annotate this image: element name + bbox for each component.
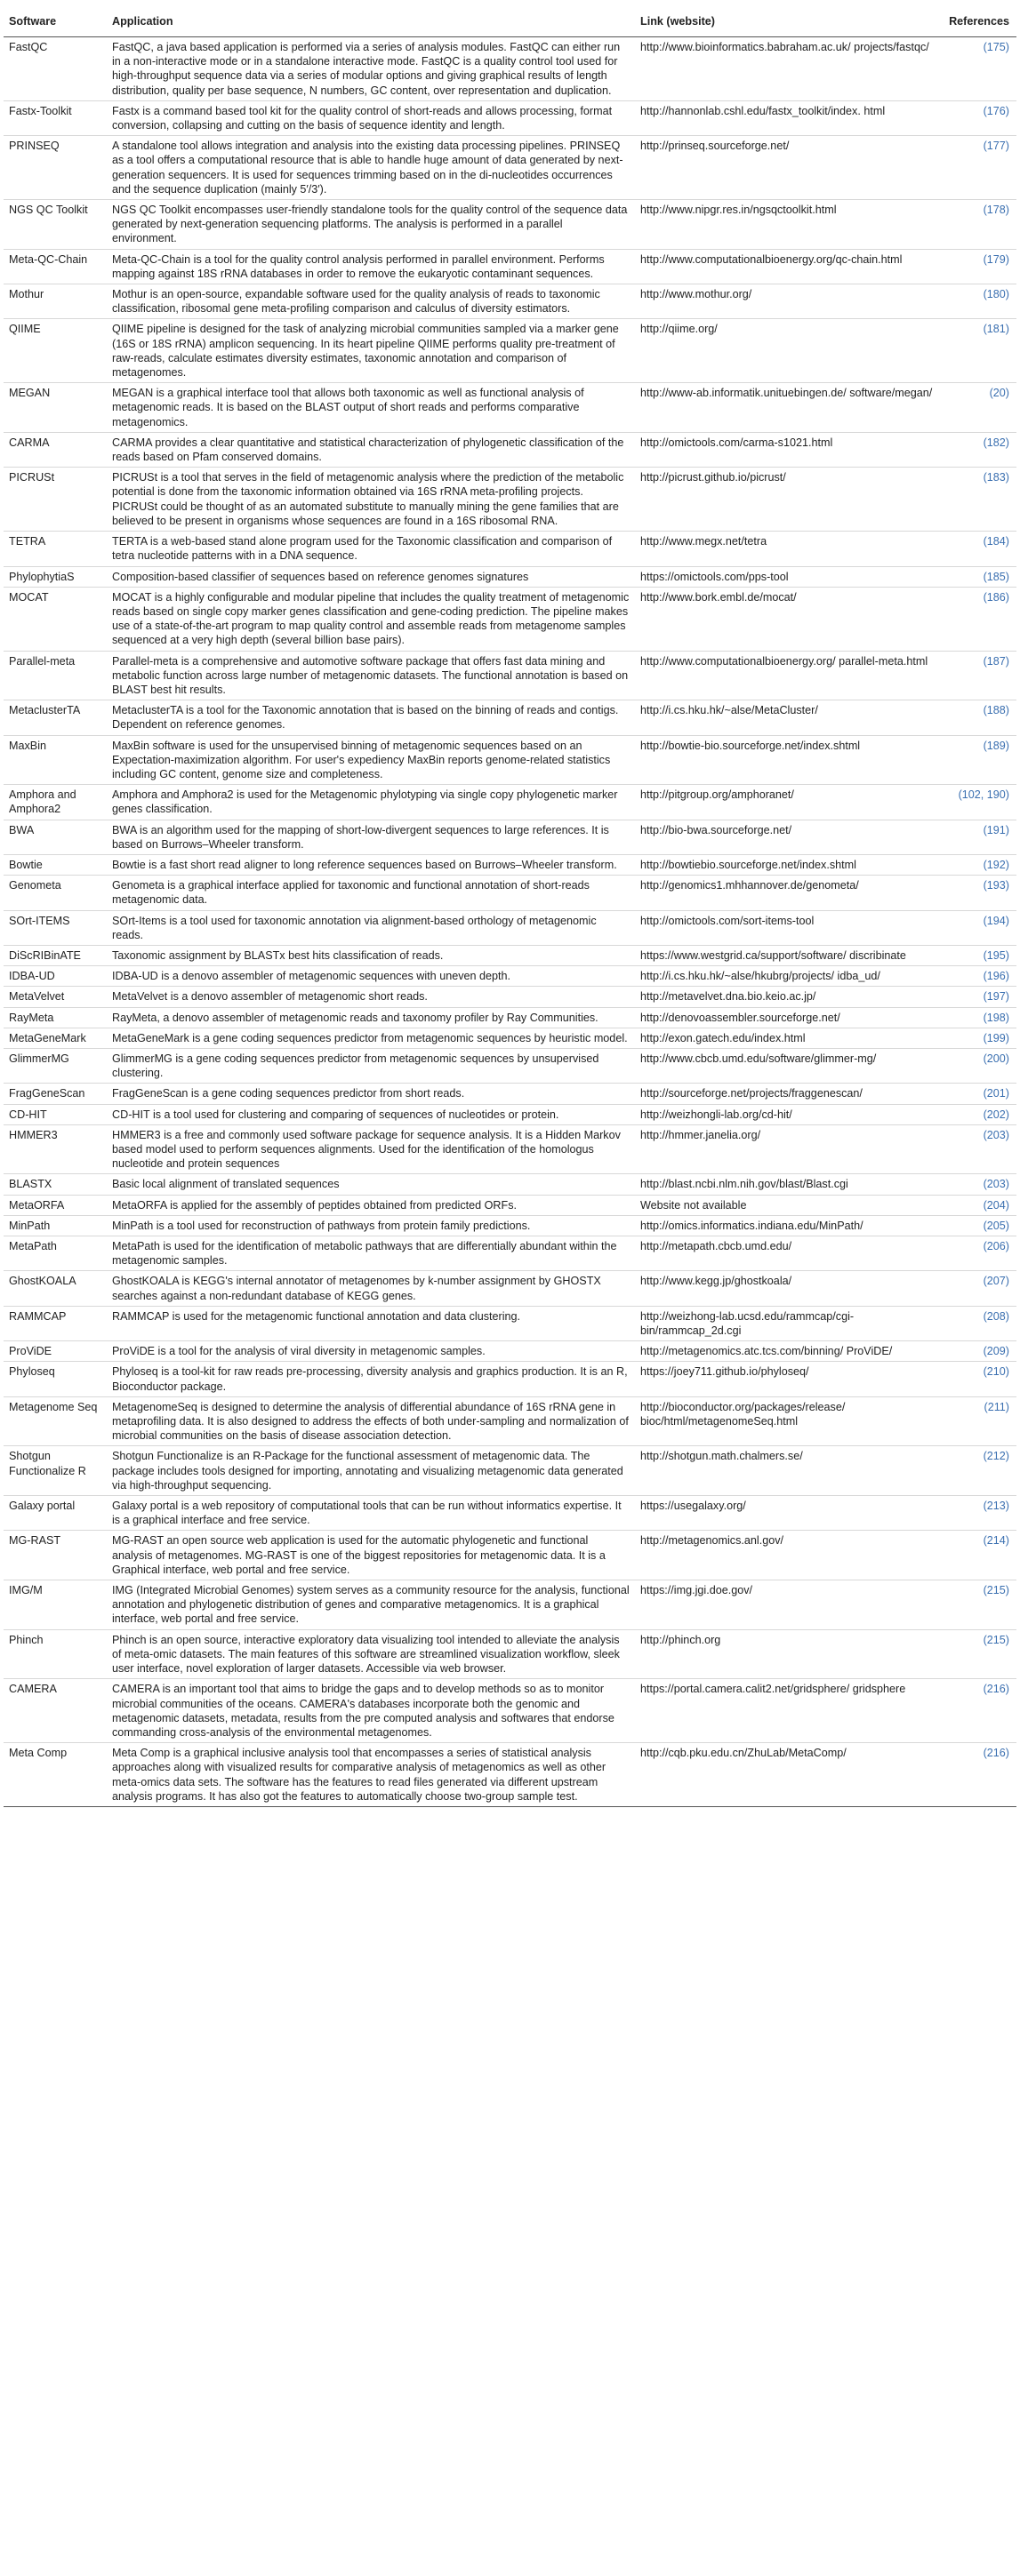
link-cell: http://www.nipgr.res.in/ngsqctoolkit.html bbox=[635, 200, 944, 250]
application-cell: MetaORFA is applied for the assembly of peptides obtained from predicted ORFs. bbox=[107, 1195, 635, 1215]
application-cell: MinPath is a tool used for reconstruction of pathways from protein family predictions. bbox=[107, 1215, 635, 1236]
link-cell: http://exon.gatech.edu/index.html bbox=[635, 1028, 944, 1048]
link-cell: http://bowtie-bio.sourceforge.net/index.shtml bbox=[635, 735, 944, 785]
application-cell: ProViDE is a tool for the analysis of viral diversity in metagenomic samples. bbox=[107, 1341, 635, 1362]
reference-cell bbox=[944, 1271, 1016, 1306]
link-cell: http://genomics1.mhhannover.de/genometa/ bbox=[635, 876, 944, 910]
software-cell: QIIME bbox=[4, 319, 107, 383]
software-cell: Shotgun Functionalize R bbox=[4, 1446, 107, 1496]
reference-cell bbox=[944, 1496, 1016, 1531]
link-cell: http://www.mothur.org/ bbox=[635, 284, 944, 319]
software-cell: FragGeneScan bbox=[4, 1084, 107, 1104]
software-cell: Galaxy portal bbox=[4, 1496, 107, 1531]
table-row bbox=[4, 1048, 1016, 1083]
table-row bbox=[4, 249, 1016, 284]
reference-cell bbox=[944, 1028, 1016, 1048]
table-row bbox=[4, 1580, 1016, 1630]
table-row bbox=[4, 1174, 1016, 1195]
reference-cell bbox=[944, 1531, 1016, 1580]
table-row bbox=[4, 1236, 1016, 1271]
reference-link[interactable]: (183) bbox=[983, 471, 1009, 484]
application-cell: Taxonomic assignment by BLASTx best hits classification of reads. bbox=[107, 945, 635, 965]
table-row bbox=[4, 566, 1016, 587]
software-cell: BWA bbox=[4, 820, 107, 854]
table-row bbox=[4, 319, 1016, 383]
table-row bbox=[4, 432, 1016, 467]
application-cell: MEGAN is a graphical interface tool that allows both taxonomic as well as functional analysis of metagenomic reads. It is based on the BLAST output of short reads and performs comparative metagenomics. bbox=[107, 383, 635, 433]
software-cell: SOrt-ITEMS bbox=[4, 910, 107, 945]
application-cell: Phinch is an open source, interactive exploratory data visualizing tool intended to alleviate the analysis of meta-omic datasets. The main features of this software are streamlined visualization workflow, sleek user interface, novel exploration of larger datasets. Accessible via web browser. bbox=[107, 1629, 635, 1679]
software-cell: Metagenome Seq bbox=[4, 1396, 107, 1446]
reference-cell bbox=[944, 532, 1016, 566]
reference-cell bbox=[944, 1048, 1016, 1083]
application-cell: CD-HIT is a tool used for clustering and comparing of sequences of nucleotides or protein. bbox=[107, 1104, 635, 1124]
table-row bbox=[4, 1362, 1016, 1396]
link-cell: http://metagenomics.anl.gov/ bbox=[635, 1531, 944, 1580]
link-cell: http://www.bioinformatics.babraham.ac.uk/ projects/fastqc/ bbox=[635, 37, 944, 101]
application-cell: RayMeta, a denovo assembler of metagenomic reads and taxonomy profiler by Ray Communities. bbox=[107, 1007, 635, 1028]
software-cell: ProViDE bbox=[4, 1341, 107, 1362]
link-cell: http://metapath.cbcb.umd.edu/ bbox=[635, 1236, 944, 1271]
software-cell: MetaGeneMark bbox=[4, 1028, 107, 1048]
software-cell: Meta Comp bbox=[4, 1743, 107, 1807]
table-row bbox=[4, 1028, 1016, 1048]
application-cell: FragGeneScan is a gene coding sequences predictor from short reads. bbox=[107, 1084, 635, 1104]
link-cell: https://portal.camera.calit2.net/gridsphere/ gridsphere bbox=[635, 1679, 944, 1743]
software-cell: Meta-QC-Chain bbox=[4, 249, 107, 284]
reference-link[interactable]: (180) bbox=[983, 288, 1009, 301]
link-cell: http://weizhongli-lab.org/cd-hit/ bbox=[635, 1104, 944, 1124]
reference-cell bbox=[944, 854, 1016, 875]
reference-cell bbox=[944, 1679, 1016, 1743]
table-row bbox=[4, 1104, 1016, 1124]
table-row bbox=[4, 966, 1016, 987]
table-row bbox=[4, 854, 1016, 875]
link-cell: http://i.cs.hku.hk/~alse/MetaCluster/ bbox=[635, 700, 944, 735]
reference-link[interactable]: (102, 190) bbox=[958, 788, 1009, 802]
software-cell: Genometa bbox=[4, 876, 107, 910]
reference-link[interactable]: (176) bbox=[983, 104, 1009, 117]
table-row bbox=[4, 945, 1016, 965]
software-cell: MetaclusterTA bbox=[4, 700, 107, 735]
software-cell: FastQC bbox=[4, 37, 107, 101]
table-row bbox=[4, 587, 1016, 651]
software-cell: BLASTX bbox=[4, 1174, 107, 1195]
link-cell: http://shotgun.math.chalmers.se/ bbox=[635, 1446, 944, 1496]
table-row bbox=[4, 735, 1016, 785]
reference-cell bbox=[944, 566, 1016, 587]
reference-cell bbox=[944, 136, 1016, 200]
software-cell: PRINSEQ bbox=[4, 136, 107, 200]
application-cell: CAMERA is an important tool that aims to bridge the gaps and to develop methods so as to monitor microbial communities of the oceans. CAMERA's databases incorporate both the genomic and metagenomic datasets, metadata, results from the pre computed analysis and softwares that endorse commanding cross-analysis of the environmental metagenomes. bbox=[107, 1679, 635, 1743]
software-cell: IMG/M bbox=[4, 1580, 107, 1630]
table-row bbox=[4, 284, 1016, 319]
reference-cell bbox=[944, 1124, 1016, 1174]
reference-cell bbox=[944, 1743, 1016, 1807]
application-cell: Mothur is an open-source, expandable software used for the quality analysis of reads to taxonomic classification, ribosomal gene meta-profiling comparison and calculus of diversity estimators. bbox=[107, 284, 635, 319]
table-row bbox=[4, 785, 1016, 820]
reference-cell bbox=[944, 1104, 1016, 1124]
reference-link[interactable]: (216) bbox=[983, 1747, 1009, 1760]
reference-link[interactable]: (202) bbox=[983, 1108, 1009, 1121]
reference-link[interactable]: (175) bbox=[983, 41, 1009, 53]
software-cell: MetaVelvet bbox=[4, 987, 107, 1007]
link-cell: http://www.computationalbioenergy.org/ parallel-meta.html bbox=[635, 651, 944, 700]
reference-cell bbox=[944, 785, 1016, 820]
reference-cell bbox=[944, 1362, 1016, 1396]
application-cell: Composition-based classifier of sequences based on reference genomes signatures bbox=[107, 566, 635, 587]
reference-link[interactable]: (200) bbox=[983, 1052, 1009, 1065]
reference-link[interactable]: (215) bbox=[983, 1584, 1009, 1597]
reference-link[interactable]: (211) bbox=[984, 1400, 1009, 1413]
application-cell: Parallel-meta is a comprehensive and automotive software package that offers fast data mining and metabolic function across large number of metagenomic datasets. The functional annotation is based on BLAST best hit results. bbox=[107, 651, 635, 700]
reference-cell bbox=[944, 1195, 1016, 1215]
link-cell: http://metagenomics.atc.tcs.com/binning/ ProViDE/ bbox=[635, 1341, 944, 1362]
table-row bbox=[4, 200, 1016, 250]
reference-link[interactable]: (192) bbox=[983, 858, 1009, 871]
link-cell: http://bowtiebio.sourceforge.net/index.shtml bbox=[635, 854, 944, 875]
reference-cell bbox=[944, 651, 1016, 700]
reference-link[interactable]: (210) bbox=[983, 1365, 1009, 1379]
reference-link[interactable]: (214) bbox=[983, 1534, 1009, 1548]
link-cell: http://www.computationalbioenergy.org/qc-chain.html bbox=[635, 249, 944, 284]
link-cell: http://metavelvet.dna.bio.keio.ac.jp/ bbox=[635, 987, 944, 1007]
table-row bbox=[4, 532, 1016, 566]
table-row bbox=[4, 876, 1016, 910]
reference-cell bbox=[944, 735, 1016, 785]
application-cell: TERTA is a web-based stand alone program used for the Taxonomic classification and comparison of tetra nucleotide patterns with in a DNA sequence. bbox=[107, 532, 635, 566]
reference-link[interactable]: (20) bbox=[989, 387, 1009, 400]
application-cell: Genometa is a graphical interface applied for taxonomic and functional annotation of short-reads metagenomic data. bbox=[107, 876, 635, 910]
application-cell: BWA is an algorithm used for the mapping of short-low-divergent sequences to large references. It is based on Burrows–Wheeler transform. bbox=[107, 820, 635, 854]
reference-link[interactable]: (179) bbox=[983, 252, 1009, 266]
link-cell: http://omics.informatics.indiana.edu/MinPath/ bbox=[635, 1215, 944, 1236]
table-row bbox=[4, 383, 1016, 433]
link-cell: http://blast.ncbi.nlm.nih.gov/blast/Blast.cgi bbox=[635, 1174, 944, 1195]
reference-cell bbox=[944, 468, 1016, 532]
reference-cell bbox=[944, 200, 1016, 250]
application-cell: MetagenomeSeq is designed to determine the analysis of differential abundance of 16S rRNA gene in metaprofiling data. It is also designed to address the effects of both under-sampling and normalization of microbial communities on the basis of disease association detection. bbox=[107, 1396, 635, 1446]
application-cell: MG-RAST an open source web application is used for the automatic phylogenetic and functional analysis of metagenomes. MG-RAST is one of the biggest repositories for metagenomic data. It is a Graphical interface, web portal and free service. bbox=[107, 1531, 635, 1580]
reference-link[interactable]: (201) bbox=[983, 1087, 1009, 1100]
application-cell: RAMMCAP is used for the metagenomic functional annotation and data clustering. bbox=[107, 1306, 635, 1340]
reference-cell bbox=[944, 945, 1016, 965]
software-cell: PhylophytiaS bbox=[4, 566, 107, 587]
reference-link[interactable]: (205) bbox=[983, 1219, 1009, 1232]
application-cell: Meta Comp is a graphical inclusive analysis tool that encompasses a series of statistical analysis approaches along with visualized results for comparative analysis of metagenomics as well as other meta-omics data sets. The software has the features to read files generated via different upstream analysis programs. It has also got the features to automatically choose two-group sample test. bbox=[107, 1743, 635, 1807]
reference-link[interactable]: (187) bbox=[983, 654, 1009, 668]
reference-link[interactable]: (203) bbox=[983, 1178, 1009, 1191]
reference-cell bbox=[944, 910, 1016, 945]
reference-link[interactable]: (215) bbox=[983, 1633, 1009, 1646]
reference-link[interactable]: (188) bbox=[983, 704, 1009, 717]
reference-link[interactable]: (198) bbox=[983, 1011, 1009, 1024]
table-row bbox=[4, 1446, 1016, 1496]
application-cell: Amphora and Amphora2 is used for the Metagenomic phylotyping via single copy phylogenetic marker genes classification. bbox=[107, 785, 635, 820]
reference-link[interactable]: (189) bbox=[983, 739, 1009, 752]
link-cell: http://picrust.github.io/picrust/ bbox=[635, 468, 944, 532]
link-cell: http://prinseq.sourceforge.net/ bbox=[635, 136, 944, 200]
software-cell: Fastx-Toolkit bbox=[4, 100, 107, 135]
link-cell: http://hmmer.janelia.org/ bbox=[635, 1124, 944, 1174]
link-cell: http://omictools.com/sort-items-tool bbox=[635, 910, 944, 945]
application-cell: MetaclusterTA is a tool for the Taxonomic annotation that is based on the binning of reads and contigs. Dependent on reference genomes. bbox=[107, 700, 635, 735]
table-row bbox=[4, 1743, 1016, 1807]
software-cell: Bowtie bbox=[4, 854, 107, 875]
reference-link[interactable]: (184) bbox=[983, 535, 1009, 548]
table-row bbox=[4, 1496, 1016, 1531]
reference-link[interactable]: (207) bbox=[983, 1275, 1009, 1288]
header-link: Link (website) bbox=[635, 2, 944, 37]
software-cell: CAMERA bbox=[4, 1679, 107, 1743]
reference-link[interactable]: (186) bbox=[983, 590, 1009, 604]
reference-cell bbox=[944, 987, 1016, 1007]
table-row bbox=[4, 100, 1016, 135]
reference-link[interactable]: (203) bbox=[983, 1128, 1009, 1141]
header-references: References bbox=[944, 2, 1016, 37]
application-cell: IMG (Integrated Microbial Genomes) system serves as a community resource for the analysis, functional annotation and phylogenetic distribution of genes and comparative metagenomics. It is a graphical interface, web portal and free service. bbox=[107, 1580, 635, 1630]
reference-link[interactable]: (212) bbox=[983, 1450, 1009, 1463]
application-cell: MetaVelvet is a denovo assembler of metagenomic short reads. bbox=[107, 987, 635, 1007]
link-cell: http://www.kegg.jp/ghostkoala/ bbox=[635, 1271, 944, 1306]
table-row bbox=[4, 1007, 1016, 1028]
application-cell: FastQC, a java based application is performed via a series of analysis modules. FastQC can either run in a non-interactive mode or in a standalone interactive mode. FastQC is a quality control tool used for high-throughput sequence data via a series of modular options and giving graphical results of length distribution, quality per base sequence, N numbers, GC content, over representation and duplication. bbox=[107, 37, 635, 101]
link-cell: http://bio-bwa.sourceforge.net/ bbox=[635, 820, 944, 854]
application-cell: NGS QC Toolkit encompasses user-friendly standalone tools for the quality control of the sequence data generated by next-generation sequencing platforms. The analysis is performed in a parallel environment. bbox=[107, 200, 635, 250]
table-row bbox=[4, 1215, 1016, 1236]
application-cell: Fastx is a command based tool kit for the quality control of short-reads and allows processing, format conversion, collapsing and cutting on the basis of sequence identity and length. bbox=[107, 100, 635, 135]
software-cell: RayMeta bbox=[4, 1007, 107, 1028]
reference-link[interactable]: (213) bbox=[983, 1500, 1009, 1513]
table-row bbox=[4, 1341, 1016, 1362]
header-software: Software bbox=[4, 2, 107, 37]
table-body bbox=[4, 37, 1016, 1807]
reference-cell bbox=[944, 249, 1016, 284]
table-row bbox=[4, 910, 1016, 945]
link-cell: http://www.bork.embl.de/mocat/ bbox=[635, 587, 944, 651]
reference-link[interactable]: (194) bbox=[983, 914, 1009, 927]
reference-cell bbox=[944, 966, 1016, 987]
reference-cell bbox=[944, 1580, 1016, 1630]
table-row bbox=[4, 987, 1016, 1007]
reference-link[interactable]: (181) bbox=[983, 323, 1009, 336]
reference-link[interactable]: (204) bbox=[983, 1198, 1009, 1212]
reference-link[interactable]: (206) bbox=[983, 1240, 1009, 1253]
software-table bbox=[4, 2, 1016, 1807]
software-cell: Mothur bbox=[4, 284, 107, 319]
table-row bbox=[4, 1531, 1016, 1580]
software-cell: HMMER3 bbox=[4, 1124, 107, 1174]
reference-link[interactable]: (178) bbox=[983, 204, 1009, 217]
reference-cell bbox=[944, 432, 1016, 467]
reference-cell bbox=[944, 1446, 1016, 1496]
application-cell: MOCAT is a highly configurable and modular pipeline that includes the quality treatment of metagenomic reads based on single copy marker genes classification and gene-coding prediction. The pipeline makes use of a state-of-the-art program to map quality control and assemble reads from metagenome samples sequenced at a very high depth (several billion base pairs). bbox=[107, 587, 635, 651]
reference-link[interactable]: (209) bbox=[983, 1345, 1009, 1358]
application-cell: GlimmerMG is a gene coding sequences predictor from metagenomic sequences by unsupervised clustering. bbox=[107, 1048, 635, 1083]
table-row bbox=[4, 1124, 1016, 1174]
link-cell: http://sourceforge.net/projects/fraggenescan/ bbox=[635, 1084, 944, 1104]
reference-cell bbox=[944, 1174, 1016, 1195]
table-row bbox=[4, 820, 1016, 854]
software-cell: Phyloseq bbox=[4, 1362, 107, 1396]
reference-link[interactable]: (177) bbox=[983, 140, 1009, 153]
software-cell: MaxBin bbox=[4, 735, 107, 785]
software-cell: NGS QC Toolkit bbox=[4, 200, 107, 250]
reference-cell bbox=[944, 876, 1016, 910]
software-cell: TETRA bbox=[4, 532, 107, 566]
application-cell: A standalone tool allows integration and analysis into the existing data processing pipelines. PRINSEQ as a tool offers a computational resource that is able to handle huge amount of data generated by next-generation sequencers. It is used for sequences trimming based on in the di-nucleotides occurrences and the sequence duplication (mainly 5′/3′). bbox=[107, 136, 635, 200]
software-cell: MetaORFA bbox=[4, 1195, 107, 1215]
software-cell: DiScRIBinATE bbox=[4, 945, 107, 965]
application-cell: MaxBin software is used for the unsupervised binning of metagenomic sequences based on an Expectation-maximization algorithm. For user's expediency MaxBin reports genome-related statistics including GC content, genome size and completeness. bbox=[107, 735, 635, 785]
software-cell: Phinch bbox=[4, 1629, 107, 1679]
software-cell: RAMMCAP bbox=[4, 1306, 107, 1340]
link-cell: http://i.cs.hku.hk/~alse/hkubrg/projects/ idba_ud/ bbox=[635, 966, 944, 987]
reference-cell bbox=[944, 1084, 1016, 1104]
application-cell: QIIME pipeline is designed for the task of analyzing microbial communities sampled via a marker gene (16S or 18S rRNA) amplicon sequencing. In its heart pipeline QIIME performs quality pre-treatment of raw-reads, calculate estimates diversity estimates, taxonomic annotation and comparison of metagenomes. bbox=[107, 319, 635, 383]
software-cell: MinPath bbox=[4, 1215, 107, 1236]
table-row bbox=[4, 700, 1016, 735]
reference-cell bbox=[944, 1236, 1016, 1271]
table-row bbox=[4, 1396, 1016, 1446]
link-cell: http://www.cbcb.umd.edu/software/glimmer-mg/ bbox=[635, 1048, 944, 1083]
link-cell: http://denovoassembler.sourceforge.net/ bbox=[635, 1007, 944, 1028]
software-cell: CARMA bbox=[4, 432, 107, 467]
reference-link[interactable]: (185) bbox=[983, 570, 1009, 583]
application-cell: Galaxy portal is a web repository of computational tools that can be run without informatics expertise. It is a graphical interface and free service. bbox=[107, 1496, 635, 1531]
reference-cell bbox=[944, 1341, 1016, 1362]
reference-link[interactable]: (208) bbox=[983, 1309, 1009, 1323]
reference-cell bbox=[944, 383, 1016, 433]
software-cell: PICRUSt bbox=[4, 468, 107, 532]
link-cell: http://phinch.org bbox=[635, 1629, 944, 1679]
table-row bbox=[4, 136, 1016, 200]
software-cell: Amphora and Amphora2 bbox=[4, 785, 107, 820]
link-cell: Website not available bbox=[635, 1195, 944, 1215]
reference-cell bbox=[944, 820, 1016, 854]
reference-link[interactable]: (199) bbox=[983, 1031, 1009, 1044]
reference-link[interactable]: (193) bbox=[983, 879, 1009, 892]
software-cell: GhostKOALA bbox=[4, 1271, 107, 1306]
application-cell: IDBA-UD is a denovo assembler of metagenomic sequences with uneven depth. bbox=[107, 966, 635, 987]
reference-cell bbox=[944, 37, 1016, 101]
application-cell: GhostKOALA is KEGG's internal annotator of metagenomes by k-number assignment by GHOSTX searches against a non-redundant database of KEGG genes. bbox=[107, 1271, 635, 1306]
reference-cell bbox=[944, 1215, 1016, 1236]
reference-cell bbox=[944, 100, 1016, 135]
reference-link[interactable]: (191) bbox=[983, 823, 1009, 836]
reference-link[interactable]: (182) bbox=[983, 436, 1009, 449]
reference-cell bbox=[944, 284, 1016, 319]
table-row bbox=[4, 1629, 1016, 1679]
reference-link[interactable]: (216) bbox=[983, 1683, 1009, 1696]
reference-cell bbox=[944, 1007, 1016, 1028]
application-cell: Shotgun Functionalize is an R-Package for the functional assessment of metagenomic data. The package includes tools designed for importing, annotating and visualizing metagenomic data generated via high-throughput sequencing. bbox=[107, 1446, 635, 1496]
link-cell: http://qiime.org/ bbox=[635, 319, 944, 383]
reference-cell bbox=[944, 587, 1016, 651]
table-row bbox=[4, 1195, 1016, 1215]
reference-link[interactable]: (197) bbox=[983, 990, 1009, 1004]
application-cell: Basic local alignment of translated sequences bbox=[107, 1174, 635, 1195]
link-cell: https://img.jgi.doe.gov/ bbox=[635, 1580, 944, 1630]
application-cell: SOrt-Items is a tool used for taxonomic annotation via alignment-based orthology of metagenomic reads. bbox=[107, 910, 635, 945]
reference-cell bbox=[944, 319, 1016, 383]
table-row bbox=[4, 468, 1016, 532]
table-row bbox=[4, 1084, 1016, 1104]
link-cell: https://omictools.com/pps-tool bbox=[635, 566, 944, 587]
reference-cell bbox=[944, 1396, 1016, 1446]
link-cell: https://www.westgrid.ca/support/software/ discribinate bbox=[635, 945, 944, 965]
reference-link[interactable]: (196) bbox=[983, 970, 1009, 983]
application-cell: Bowtie is a fast short read aligner to long reference sequences based on Burrows–Wheeler transform. bbox=[107, 854, 635, 875]
table-row bbox=[4, 37, 1016, 101]
table-row bbox=[4, 1271, 1016, 1306]
software-cell: MOCAT bbox=[4, 587, 107, 651]
link-cell: https://usegalaxy.org/ bbox=[635, 1496, 944, 1531]
link-cell: http://pitgroup.org/amphoranet/ bbox=[635, 785, 944, 820]
header-application: Application bbox=[107, 2, 635, 37]
software-cell: GlimmerMG bbox=[4, 1048, 107, 1083]
link-cell: http://cqb.pku.edu.cn/ZhuLab/MetaComp/ bbox=[635, 1743, 944, 1807]
link-cell: http://omictools.com/carma-s1021.html bbox=[635, 432, 944, 467]
link-cell: https://joey711.github.io/phyloseq/ bbox=[635, 1362, 944, 1396]
link-cell: http://bioconductor.org/packages/release/ bioc/html/metagenomeSeq.html bbox=[635, 1396, 944, 1446]
software-cell: CD-HIT bbox=[4, 1104, 107, 1124]
link-cell: http://www-ab.informatik.unituebingen.de/ software/megan/ bbox=[635, 383, 944, 433]
reference-cell bbox=[944, 1629, 1016, 1679]
application-cell: PICRUSt is a tool that serves in the field of metagenomic analysis where the prediction of the metabolic potential is done from the taxonomic information obtained via 16S rRNA meta-profiling projects. PICRUSt could be thought of as an automated substitute to manually mining the gene families that are believed to be present in organisms whose sequences are found in a 16S ribosomal RNA. bbox=[107, 468, 635, 532]
application-cell: CARMA provides a clear quantitative and statistical characterization of phylogenetic classification of the reads based on Pfam conserved domains. bbox=[107, 432, 635, 467]
application-cell: HMMER3 is a free and commonly used software package for sequence analysis. It is a Hidden Markov based model used to perform sequences alignments. Used for the identification of the homologus nucleotide and protein sequences bbox=[107, 1124, 635, 1174]
reference-link[interactable]: (195) bbox=[983, 948, 1009, 962]
link-cell: http://weizhong-lab.ucsd.edu/rammcap/cgi-bin/rammcap_2d.cgi bbox=[635, 1306, 944, 1340]
link-cell: http://hannonlab.cshl.edu/fastx_toolkit/index. html bbox=[635, 100, 944, 135]
application-cell: MetaPath is used for the identification of metabolic pathways that are differentially abundant within the metagenomic samples. bbox=[107, 1236, 635, 1271]
table-row bbox=[4, 1679, 1016, 1743]
software-cell: MEGAN bbox=[4, 383, 107, 433]
table-row bbox=[4, 1306, 1016, 1340]
software-cell: MetaPath bbox=[4, 1236, 107, 1271]
table-row bbox=[4, 651, 1016, 700]
software-cell: IDBA-UD bbox=[4, 966, 107, 987]
header-row bbox=[4, 2, 1016, 37]
software-cell: MG-RAST bbox=[4, 1531, 107, 1580]
application-cell: Meta-QC-Chain is a tool for the quality control analysis performed in parallel environment. Performs mapping against 18S rRNA databases in order to remove the eukaryotic contaminant sequences. bbox=[107, 249, 635, 284]
table-header bbox=[4, 2, 1016, 37]
application-cell: MetaGeneMark is a gene coding sequences predictor from metagenomic sequences by heuristic model. bbox=[107, 1028, 635, 1048]
reference-cell bbox=[944, 700, 1016, 735]
reference-cell bbox=[944, 1306, 1016, 1340]
software-cell: Parallel-meta bbox=[4, 651, 107, 700]
link-cell: http://www.megx.net/tetra bbox=[635, 532, 944, 566]
application-cell: Phyloseq is a tool-kit for raw reads pre-processing, diversity analysis and graphics production. It is an R, Bioconductor package. bbox=[107, 1362, 635, 1396]
